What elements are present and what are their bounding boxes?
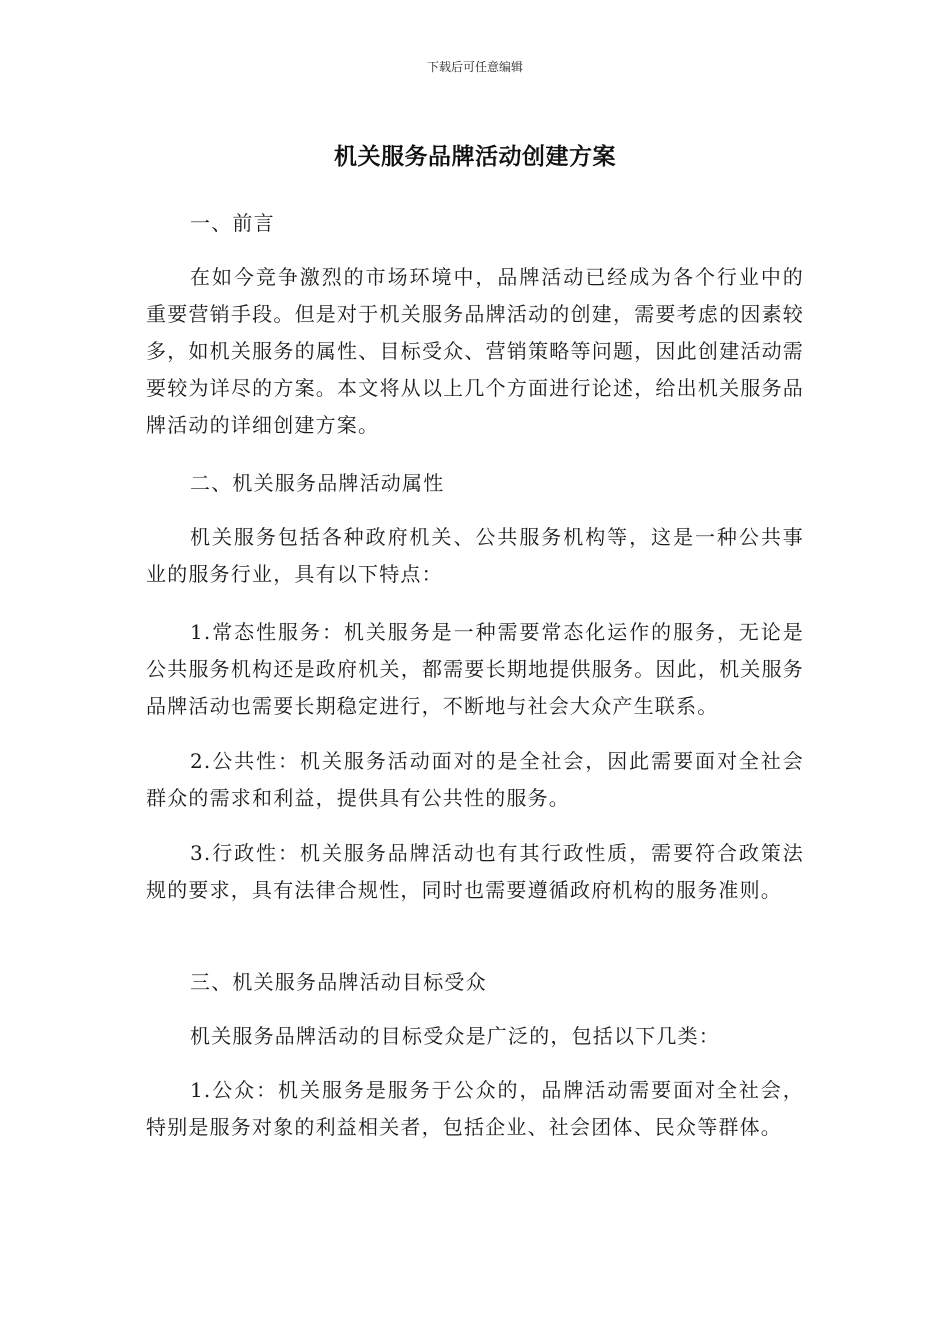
document-title: 机关服务品牌活动创建方案: [334, 144, 616, 170]
paragraph: 1.公众：机关服务是服务于公众的，品牌活动需要面对全社会，特别是服务对象的利益相关者，包括企业、社会团体、民众等群体。: [146, 1078, 804, 1139]
paragraph: 3.行政性：机关服务品牌活动也有其行政性质，需要符合政策法规的要求，具有法律合规性，同时也需要遵循政府机构的服务准则。: [146, 841, 804, 902]
section-heading-attributes: [146, 465, 804, 502]
list-item-block: [146, 835, 804, 909]
paragraph-block: [146, 259, 804, 444]
paragraph: 机关服务品牌活动的目标受众是广泛的，包括以下几类：: [190, 1024, 720, 1048]
paragraph: 1.常态性服务：机关服务是一种需要常态化运作的服务，无论是公共服务机构还是政府机关，都需要长期地提供服务。因此，机关服务品牌活动也需要长期稳定进行，不断地与社会大众产生联系。: [146, 620, 804, 718]
list-item-block: [146, 614, 804, 725]
list-item-block: [146, 743, 804, 817]
paragraph: 机关服务包括各种政府机关、公共服务机构等，这是一种公共事业的服务行业，具有以下特点：: [146, 525, 804, 586]
paragraph: 2.公共性：机关服务活动面对的是全社会，因此需要面对全社会群众的需求和利益，提供具有公共性的服务。: [146, 749, 804, 810]
section-heading-preface: [146, 205, 804, 242]
paragraph: 三、机关服务品牌活动目标受众: [190, 970, 487, 994]
section-heading-audience: [146, 964, 804, 1001]
paragraph-block: [146, 519, 804, 593]
list-item-block: [146, 1072, 804, 1146]
paragraph: 在如今竞争激烈的市场环境中，品牌活动已经成为各个行业中的重要营销手段。但是对于机关服务品牌活动的创建，需要考虑的因素较多，如机关服务的属性、目标受众、营销策略等问题，因此创建活动需要较为详尽的方案。本文将从以上几个方面进行论述，给出机关服务品牌活动的详细创建方案。: [146, 265, 804, 437]
paragraph-block: [146, 1018, 804, 1055]
header-note: 下载后可任意编辑: [426, 60, 523, 74]
paragraph: 二、机关服务品牌活动属性: [190, 471, 445, 495]
paragraph: 一、前言: [190, 211, 275, 235]
